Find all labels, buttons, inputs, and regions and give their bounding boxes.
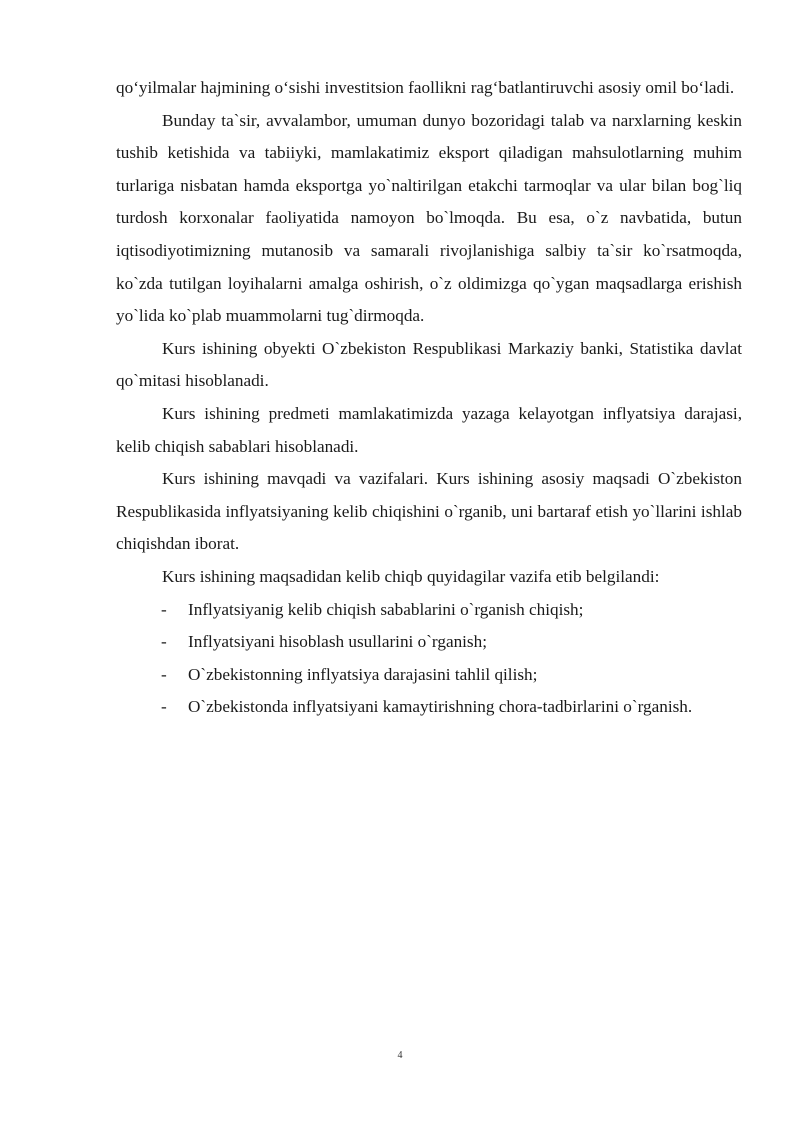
list-item <box>116 626 742 659</box>
paragraph-object: Kurs ishining obyekti O`zbekiston Respublikasi Markaziy banki, Statistika davlat qo`mitasi hisoblanadi. <box>116 338 742 391</box>
page-number: 4 <box>397 1050 403 1061</box>
document-body <box>116 72 742 724</box>
paragraph-goals: Kurs ishining mavqadi va vazifalari. Kurs ishining asosiy maqsadi O`zbekiston Respublikasida inflyatsiyaning kelib chiqishini o`rganib, uni bartaraf etish yo`llarini ishlab chiqishdan iborat. <box>116 469 742 554</box>
list-item <box>116 691 742 724</box>
paragraph-impact: Bunday ta`sir, avvalambor, umuman dunyo bozoridagi talab va narxlarning keskin tushib ketishida va tabiiyki, mamlakatimiz eksport qiladigan mahsulotlarning muhim turlariga nisbatan hamda eksportga yo`naltirilgan etakchi tarmoqlar va ular bilan bog`liq turdosh korxonalar faoliyatida namoyon bo`lmoqda. Bu esa, o`z navbatida, butun iqtisodiyotimizning mutanosib va samarali rivojlanishiga salbiy ta`sir ko`rsatmoqda, ko`zda tutilgan loyihalarni amalga oshirish, o`z oldimizga qo`ygan maqsadlarga erishish yo`lida ko`plab muammolarni tug`dirmoqda. <box>116 110 742 326</box>
list-bullet: - <box>161 664 167 684</box>
list-item <box>116 659 742 692</box>
paragraph-continuation: qo‘yilmalar hajmining o‘sishi investitsion faollikni rag‘batlantiruvchi asosiy omil bo‘ladi. <box>116 78 735 97</box>
list-bullet: - <box>161 632 167 652</box>
list-bullet: - <box>161 599 167 619</box>
list-bullet: - <box>161 697 167 717</box>
list-item-text: Inflyatsiyanig kelib chiqish sabablarini o`rganish chiqish; <box>188 599 584 619</box>
list-item-text: O`zbekistonda inflyatsiyani kamaytirishning chora-tadbirlarini o`rganish. <box>188 697 693 717</box>
list-item-text: O`zbekistonning inflyatsiya darajasini tahlil qilish; <box>188 664 538 684</box>
task-list <box>116 594 742 724</box>
list-item <box>116 594 742 627</box>
paragraph-subject: Kurs ishining predmeti mamlakatimizda yazaga kelayotgan inflyatsiya darajasi, kelib chiqish sabablari hisoblanadi. <box>116 403 742 456</box>
list-item-text: Inflyatsiyani hisoblash usullarini o`rganish; <box>188 632 487 652</box>
paragraph-tasks-intro: Kurs ishining maqsadidan kelib chiqb quyidagilar vazifa etib belgilandi: <box>162 566 660 586</box>
